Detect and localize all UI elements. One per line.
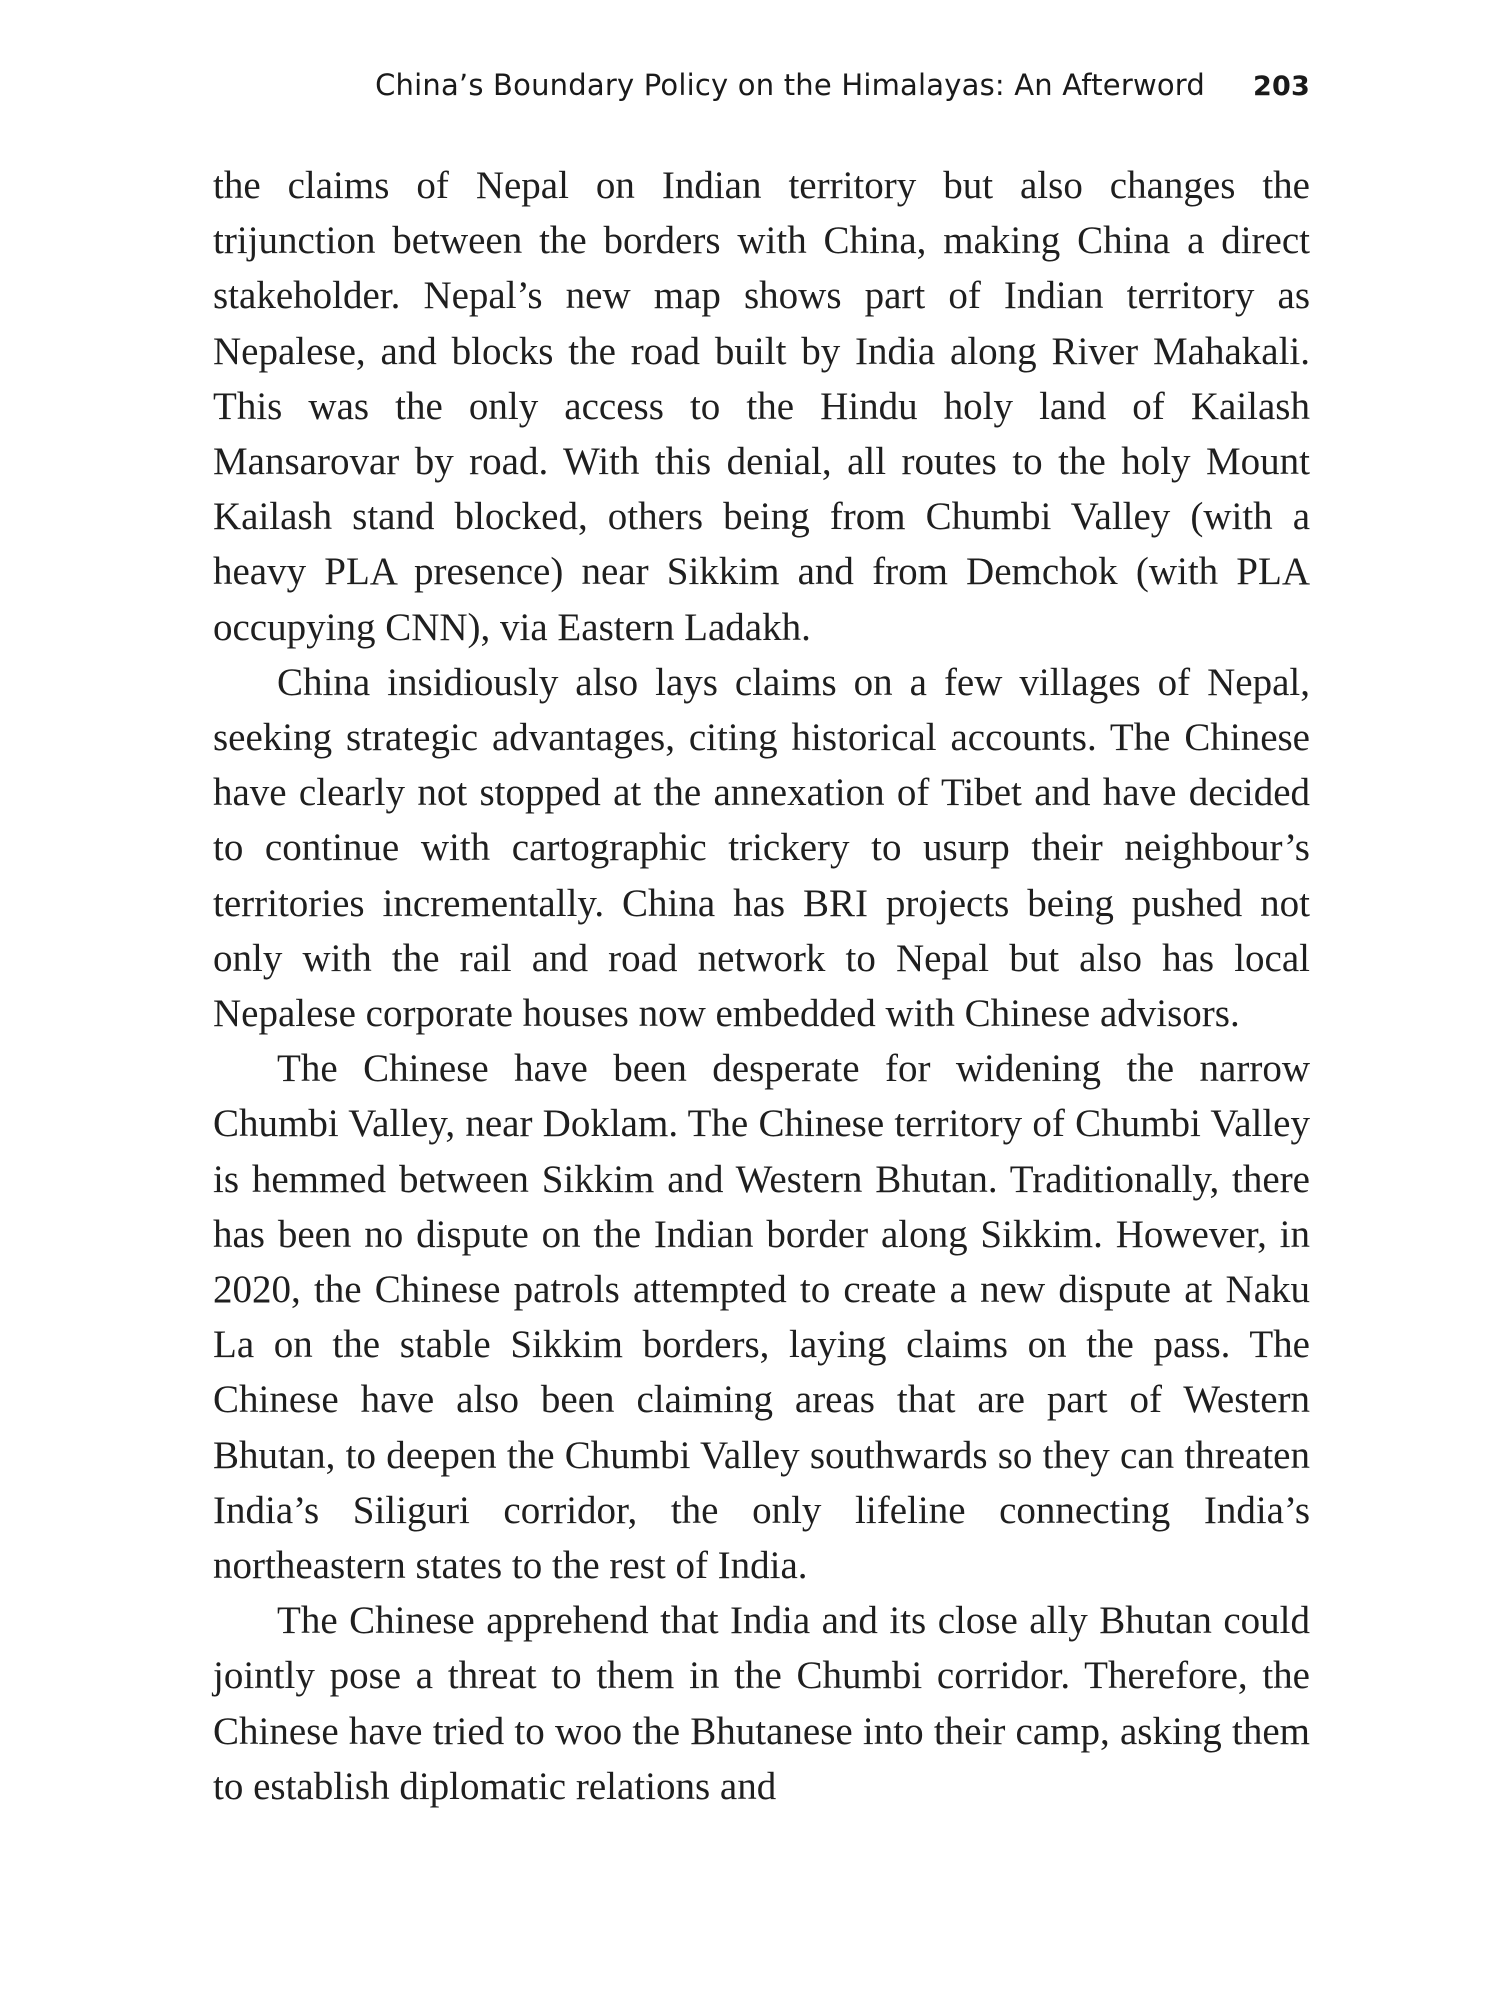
paragraph-2: China insidiously also lays claims on a few villages of Nepal, seeking strategic advantages, citing historical accounts. The Chinese have clearly not stopped at the annexation of Tibet and have decided to continue with cartographic trickery to usurp their neighbour’s territories incrementally. China has BRI projects being pushed not only with the rail and road network to Nepal but also has local Nepalese corporate houses now embedded with Chinese advisors. <box>213 660 1310 1036</box>
body-text <box>213 158 1310 1814</box>
paragraph-1: the claims of Nepal on Indian territory but also changes the trijunction between the borders with China, making China a direct stakeholder. Nepal’s new map shows part of Indian territory as Nepalese, and blocks the road built by India along River Mahakali. This was the only access to the Hindu holy land of Kailash Mansarovar by road. With this denial, all routes to the holy Mount Kailash stand blocked, others being from Chumbi Valley (with a heavy PLA presence) near Sikkim and from Demchok (with PLA occupying CNN), via Eastern Ladakh. <box>213 164 1310 649</box>
running-head <box>300 68 1310 102</box>
paragraph-3: The Chinese have been desperate for widening the narrow Chumbi Valley, near Doklam. The Chinese territory of Chumbi Valley is hemmed between Sikkim and Western Bhutan. Traditionally, there has been no dispute on the Indian border along Sikkim. However, in 2020, the Chinese patrols attempted to create a new dispute at Naku La on the stable Sikkim borders, laying claims on the pass. The Chinese have also been claiming areas that are part of Western Bhutan, to deepen the Chumbi Valley southwards so they can threaten India’s Siliguri corridor, the only lifeline connecting India’s northeastern states to the rest of India. <box>213 1047 1310 1588</box>
paragraph-4: The Chinese apprehend that India and its close ally Bhutan could jointly pose a threat to them in the Chumbi corridor. Therefore, the Chinese have tried to woo the Bhutanese into their camp, asking them to establish diplomatic relations and <box>213 1599 1310 1808</box>
running-head-title: China’s Boundary Policy on the Himalayas: An Afterword <box>375 68 1206 102</box>
page-number: 203 <box>1253 71 1310 102</box>
